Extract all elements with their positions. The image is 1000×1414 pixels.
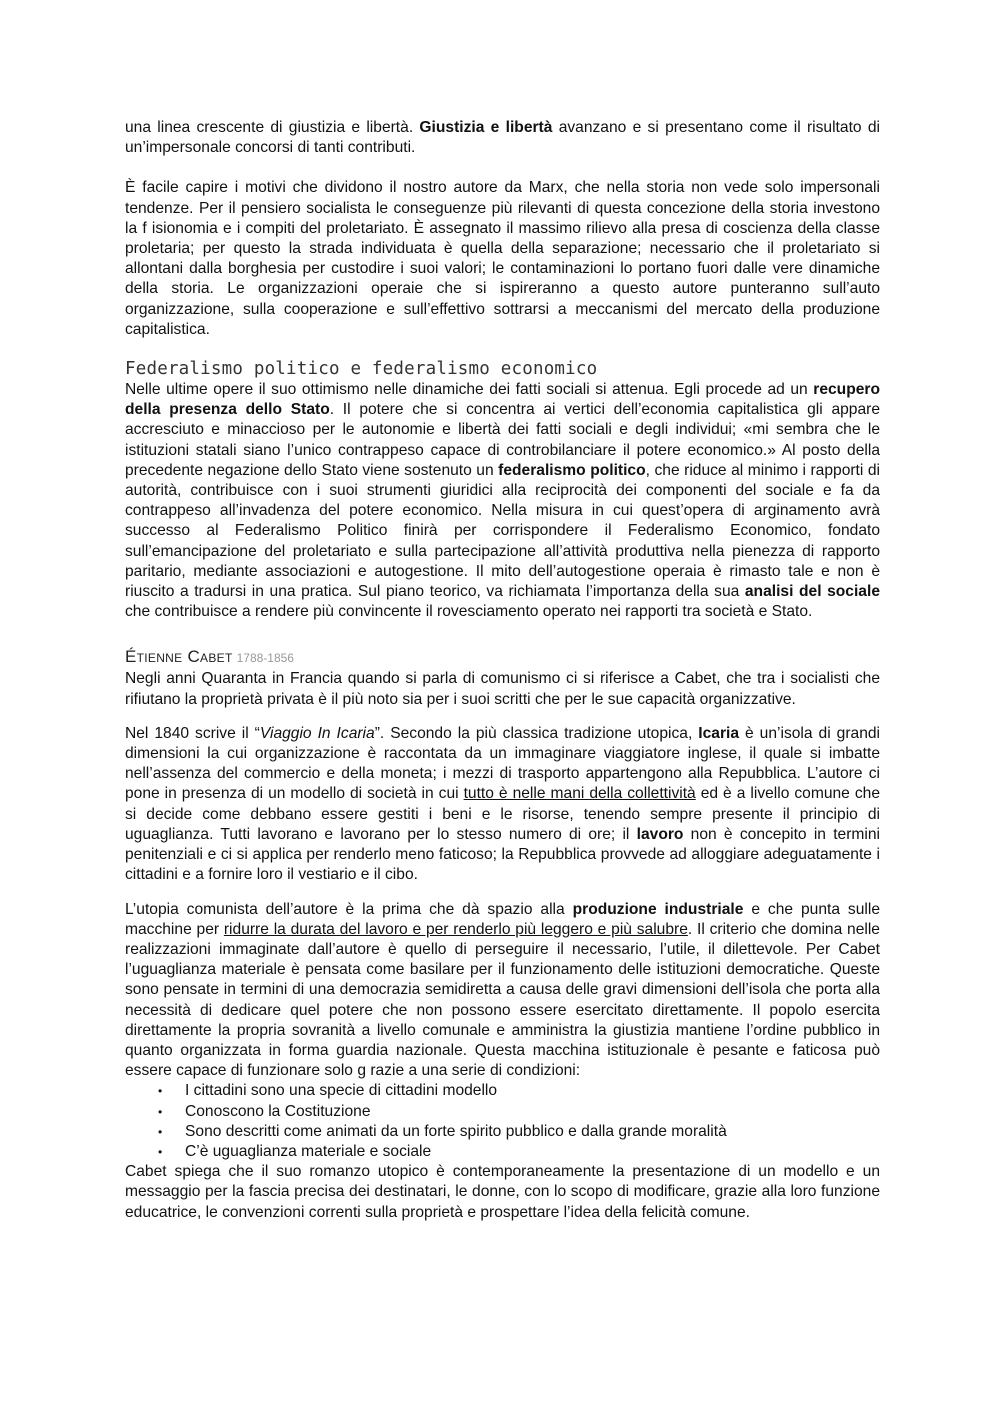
text-run: . Il criterio che domina nelle realizzazioni immaginate dall’autore è quello di perseguire il necessario, l’utile, il dilettevole. Per Cabet l’uguaglianza materiale è pensata come basilare per il funzionamento delle istituzioni democratiche. Queste sono pensate in termini di una democrazia semidiretta a causa delle gravi dimensioni dell’isola che porta alla necessità di dedicare quel potere che non possono essere esercitato direttamente. Il popolo esercita direttamente la propria sovranità a livello comunale e amministra la giustizia mantiene l’ordine pubblico in quanto organizzata in forma guardia nazionale. Questa macchina istituzionale è pesante e faticosa può essere capace di funzionare solo g razie a una serie di condizioni: <box>125 920 880 1080</box>
text-run: avanzano e si presentano come il risultato di un’impersonale concorsi di tanti contributi. <box>125 119 880 157</box>
text-run: che contribuisce a rendere più convincente il rovesciamento operato nei rapporti tra società e Stato. <box>125 603 813 621</box>
bullet-icon: • <box>158 1144 163 1159</box>
text-run: e che punta sulle macchine per <box>125 900 880 938</box>
conditions-list <box>125 1081 880 1162</box>
underlined-phrase: tutto è nelle mani della collettività <box>463 785 696 803</box>
list-item <box>158 1081 880 1101</box>
section-heading-federalismo: Federalismo politico e federalismo economico <box>125 359 598 380</box>
text-run: L’utopia comunista dell’autore è la prima che dà spazio alla <box>125 900 573 918</box>
bold-term: lavoro <box>636 825 684 843</box>
heading-name: Étienne Cabet <box>125 647 233 667</box>
list-item-text: Sono descritti come animati da un forte spirito pubblico e dalla grande moralità <box>185 1122 727 1140</box>
text-run: non è concepito in termini penitenziali e ci si applica per renderlo meno faticoso; la Repubblica provvede ad alloggiare adeguatamente i cittadini e a fornire loro il vestiario e il cibo. <box>125 825 880 884</box>
bullet-icon: • <box>158 1084 163 1099</box>
text-run: è un’isola di grandi dimensioni la cui organizzazione è raccontata da un immaginare viaggiatore inglese, il quale si imbatte nell’assenza del commercio e della moneta; i mezzi di trasporto appartengono alla Repubblica. L’autore ci pone in presenza di un modello di società in cui <box>125 724 880 803</box>
text-run: . Il potere che si concentra ai vertici dell’economia capitalistica gli appare accresciuto e minaccioso per le autonomie e libertà dei fatti sociali e degli individui; «mi sembra che le istituzioni statali siano l’unico contrappeso capace di controbilanciare il potere economico.» Al posto della precedente negazione dello Stato viene sostenuto un <box>125 401 880 479</box>
bold-term: produzione industriale <box>572 900 744 918</box>
section-heading-cabet <box>125 646 880 669</box>
federalismo-paragraph <box>125 380 880 622</box>
list-item <box>158 1122 880 1142</box>
intro-paragraph-1 <box>125 118 880 158</box>
bold-term: analisi del sociale <box>744 583 880 601</box>
text-run: , che riduce al minimo i rapporti di autorità, contribuisce con i suoi strumenti giuridici alla reciprocità dei componenti del sociale e fa da contrappeso all’invadenza del potere economico. Nella misura in cui quest’opera di arginamento avrà successo al Federalismo Politico finirà per corrispondere il Federalismo Economico, fondato sull’emancipazione del proletariato e sulla partecipazione all’attività produttiva nella pienezza di rapporto paritario, mediante associazioni e autogestione. Il mito dell’autogestione operaia è rimasto tale e non è riuscito a tradursi in una pratica. Sul piano teorico, va richiamata l’importanza della sua <box>125 461 880 601</box>
heading-dates: 1788-1856 <box>236 651 294 666</box>
cabet-paragraph-2 <box>125 724 880 886</box>
bold-term: Giustizia e libertà <box>419 119 553 136</box>
italic-title: Viaggio In Icaria <box>259 724 375 742</box>
list-item-text: Conoscono la Costituzione <box>185 1102 371 1120</box>
bold-term: federalismo politico <box>498 461 646 479</box>
list-item-text: I cittadini sono una specie di cittadini modello <box>185 1082 498 1100</box>
bullet-icon: • <box>158 1124 163 1139</box>
bullet-icon: • <box>158 1104 163 1119</box>
text-run: Nel 1840 scrive il “ <box>125 724 260 742</box>
list-item <box>158 1142 880 1162</box>
bold-term: recupero della presenza dello Stato <box>125 381 880 419</box>
cabet-paragraph-1: Negli anni Quaranta in Francia quando si parla di comunismo ci si riferisce a Cabet, che tra i socialisti che rifiutano la proprietà privata è il più noto sia per i suoi scritti che per le sue capacità organizzative. <box>125 670 880 708</box>
list-item <box>158 1102 880 1122</box>
text-run: Nelle ultime opere il suo ottimismo nelle dinamiche dei fatti sociali si attenua. Egli procede ad un <box>125 381 814 399</box>
list-item-text: C’è uguaglianza materiale e sociale <box>185 1142 432 1160</box>
bold-term: Icaria <box>698 724 740 742</box>
underlined-phrase: ridurre la durata del lavoro e per renderlo più leggero e più salubre <box>223 920 688 938</box>
text-run: ed è a livello comune che si decide come debbano essere gestiti i beni e le risorse, tenendo sempre presente il principio di uguaglianza. Tutti lavorano e lavorano per lo stesso numero di ore; il <box>125 785 880 843</box>
text-run: ”. Secondo la più classica tradizione utopica, <box>374 724 699 742</box>
cabet-paragraph-4: Cabet spiega che il suo romanzo utopico è contemporaneamente la presentazione di un modello e un messaggio per la fascia precisa dei destinatari, le donne, con lo scopo di modificare, grazie alla loro funzione educatrice, le convenzioni correnti sulla proprietà e prospettare l’idea della felicità comune. <box>125 1163 880 1221</box>
text-run: una linea crescente di giustizia e libertà. <box>125 119 420 136</box>
intro-paragraph-2: È facile capire i motivi che dividono il nostro autore da Marx, che nella storia non vede solo impersonali tendenze. Per il pensiero socialista le conseguenze più rilevanti di questa concezione della storia investono la f isionomia e i compiti del proletariato. È assegnato il massimo rilievo alla presa di coscienza della classe proletaria; per questo la strada individuata è quella della separazione; necessario che il proletariato si allontani dalla borghesia per custodire i suoi valori; le contaminazioni lo portano fuori dalle vere dinamiche della storia. Le organizzazioni operaie che si ispireranno a questo autore punteranno sull’auto organizzazione, sulla cooperazione e sull’effettivo sottrarsi a meccanismi del mercato della produzione capitalistica. <box>125 179 880 338</box>
cabet-paragraph-3 <box>125 900 880 1082</box>
